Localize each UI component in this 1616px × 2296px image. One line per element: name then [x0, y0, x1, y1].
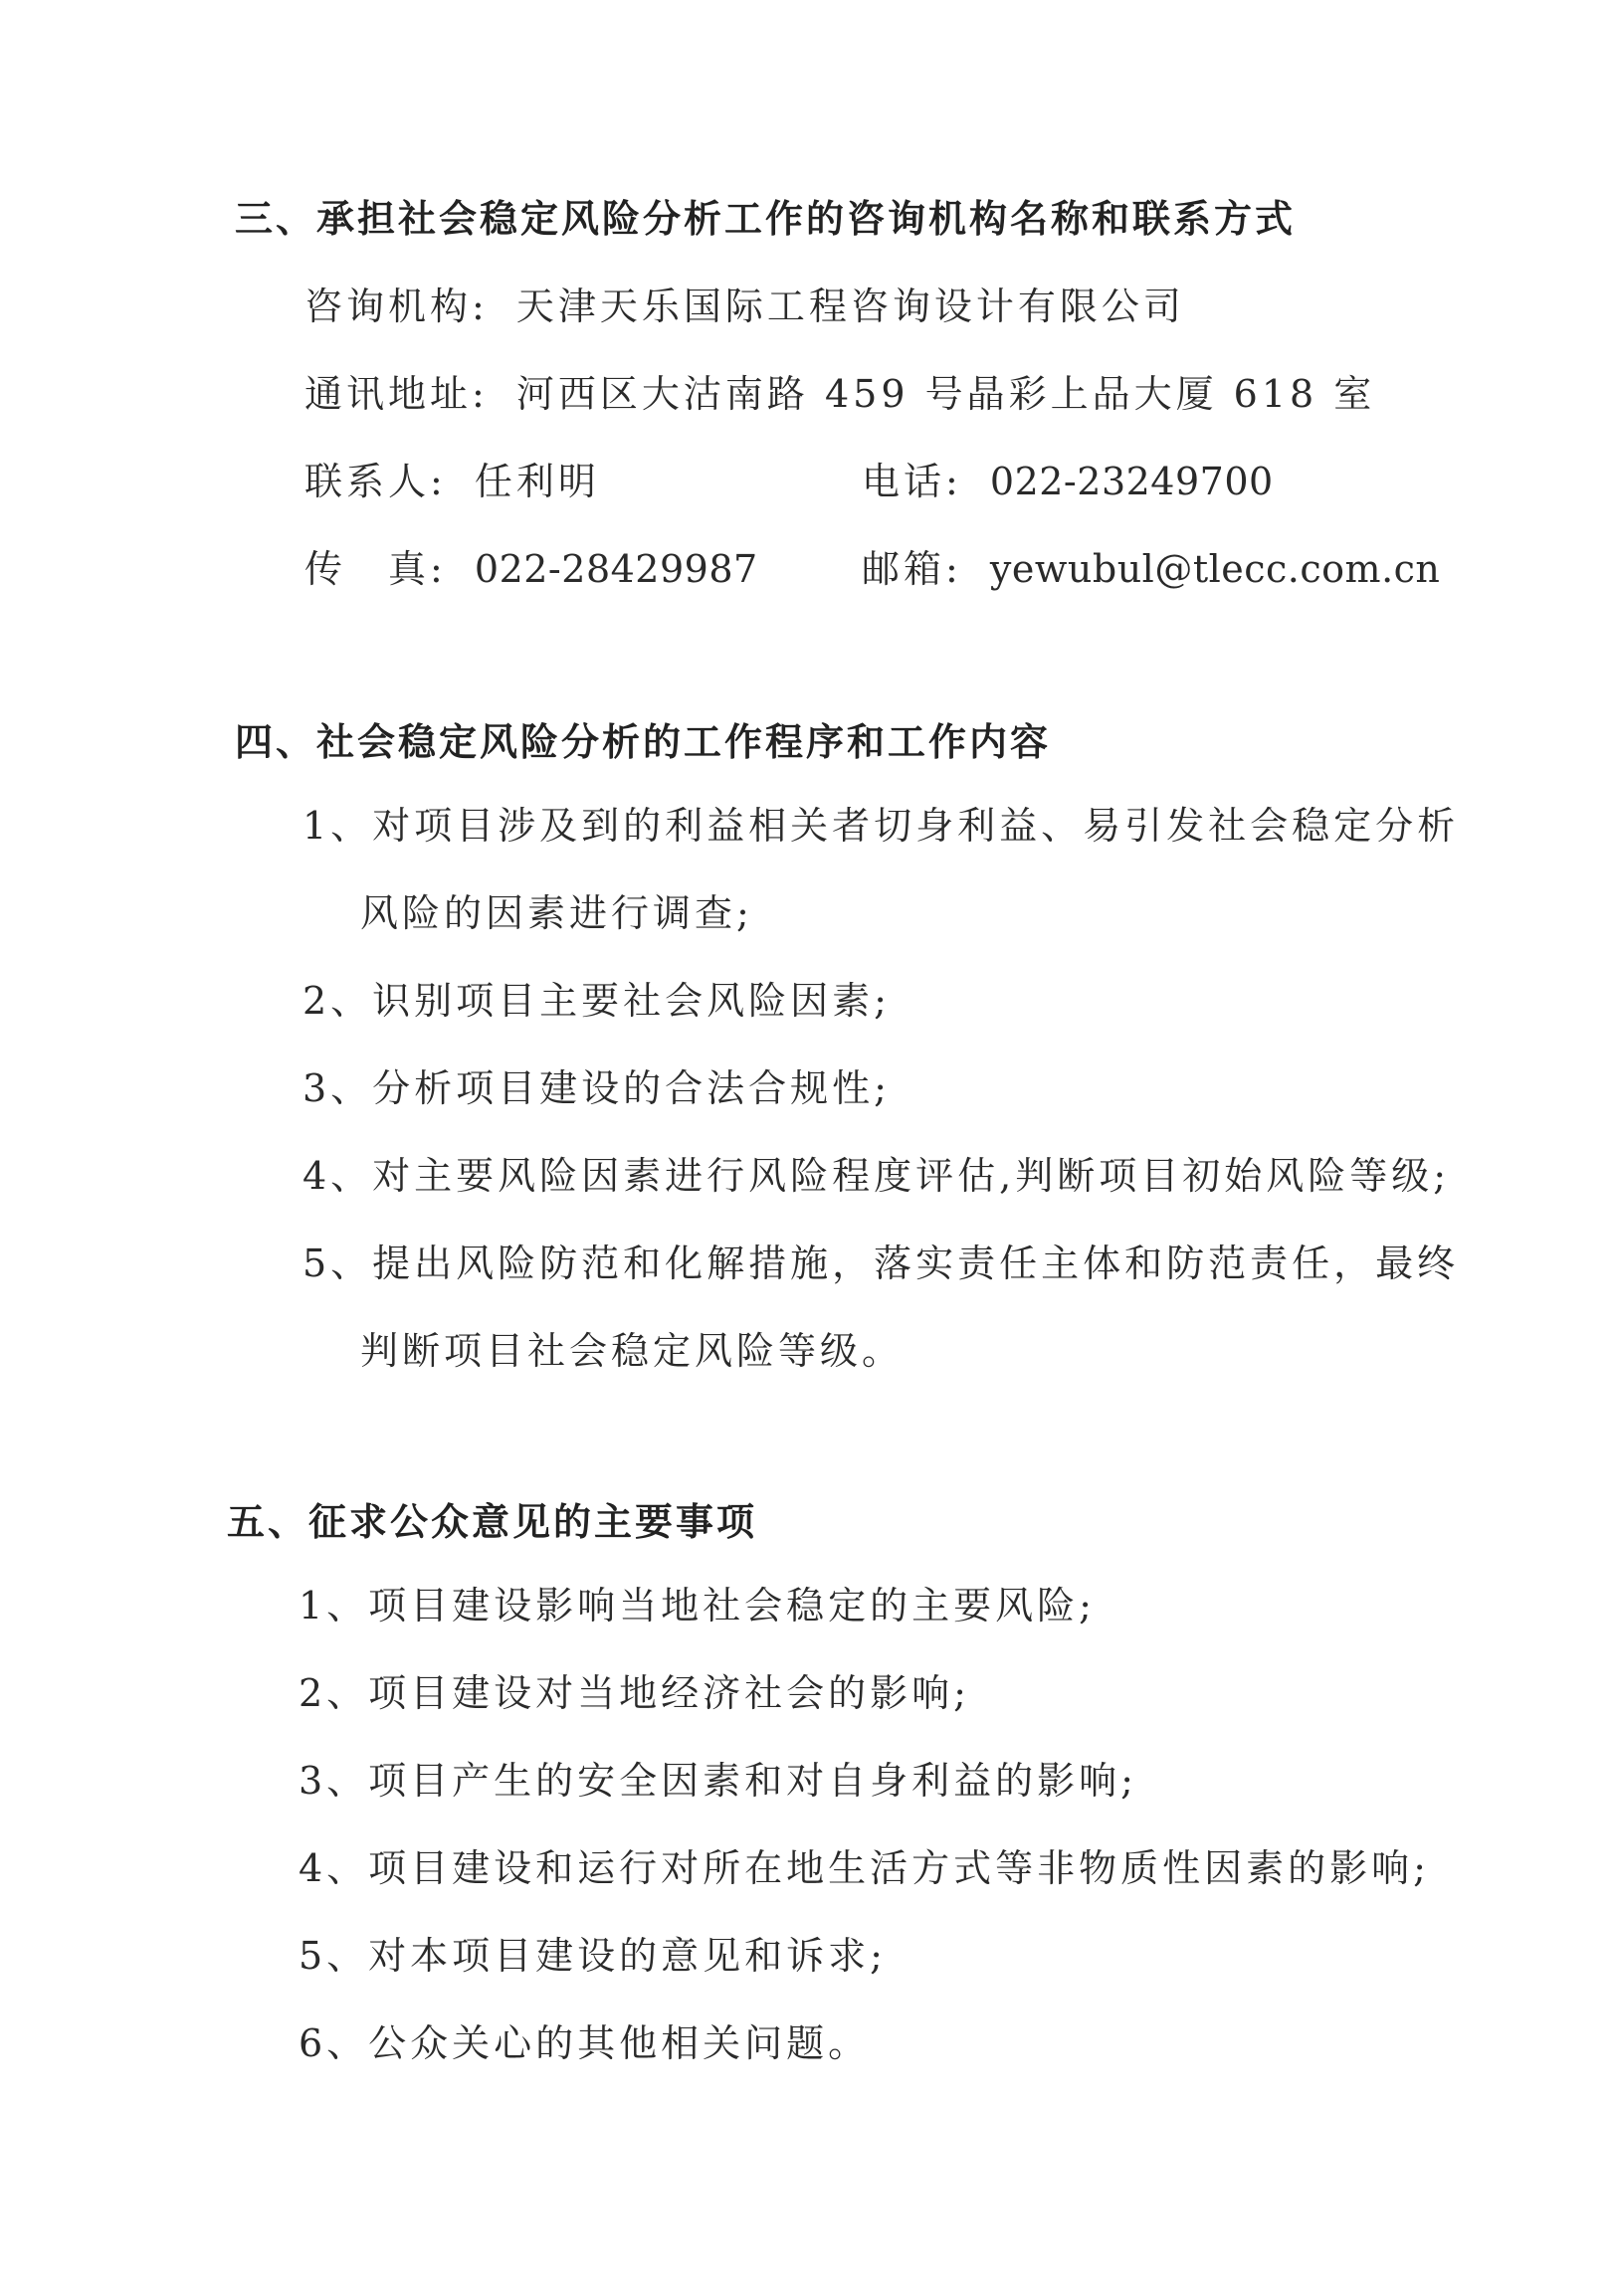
address-value: 河西区大沽南路 459 号晶彩上品大厦 618 室: [515, 372, 1376, 416]
phone-label: 电话:: [862, 460, 962, 503]
fax-label: 传 真:: [304, 547, 447, 591]
list-item: 1、对项目涉及到的利益相关者切身利益、易引发社会稳定分析: [303, 804, 1460, 848]
list-item: 5、对本项目建设的意见和诉求;: [299, 1934, 887, 1978]
list-item: 5、提出风险防范和化解措施，落实责任主体和防范责任，最终: [303, 1242, 1460, 1285]
email-value: yewubul@tlecc.com.cn: [989, 547, 1441, 591]
agency-row: [304, 283, 1185, 330]
list-item: 3、项目产生的安全因素和对自身利益的影响;: [299, 1759, 1137, 1803]
list-item: 4、对主要风险因素进行风险程度评估,判断项目初始风险等级;: [303, 1154, 1451, 1198]
phone-row: [862, 458, 1274, 505]
contact-label: 联系人:: [304, 460, 447, 503]
email-row: [862, 545, 1440, 593]
phone-value: 022-23249700: [989, 460, 1274, 503]
contact-value: 任利明: [474, 460, 600, 503]
section-4-heading: 四、社会稳定风险分析的工作程序和工作内容: [235, 720, 1052, 764]
list-item-continuation: 判断项目社会稳定风险等级。: [360, 1329, 905, 1373]
list-item: 3、分析项目建设的合法合规性;: [303, 1066, 891, 1110]
fax-row: [304, 545, 758, 593]
address-label: 通讯地址:: [304, 372, 489, 416]
section-5-heading: 五、征求公众意见的主要事项: [227, 1500, 758, 1544]
agency-value: 天津天乐国际工程咨询设计有限公司: [515, 285, 1185, 328]
email-label: 邮箱:: [862, 547, 962, 591]
list-item: 2、项目建设对当地经济社会的影响;: [299, 1671, 970, 1715]
contact-row: [304, 458, 600, 505]
list-item-continuation: 风险的因素进行调查;: [360, 891, 753, 935]
list-item: 6、公众关心的其他相关问题。: [299, 2021, 871, 2065]
fax-value: 022-28429987: [474, 547, 758, 591]
list-item: 2、识别项目主要社会风险因素;: [303, 979, 891, 1023]
agency-label: 咨询机构:: [304, 285, 489, 328]
list-item: 4、项目建设和运行对所在地生活方式等非物质性因素的影响;: [299, 1846, 1430, 1890]
list-item: 1、项目建设影响当地社会稳定的主要风险;: [299, 1584, 1096, 1627]
address-row: [304, 370, 1375, 418]
section-3-heading: 三、承担社会稳定风险分析工作的咨询机构名称和联系方式: [235, 197, 1297, 241]
